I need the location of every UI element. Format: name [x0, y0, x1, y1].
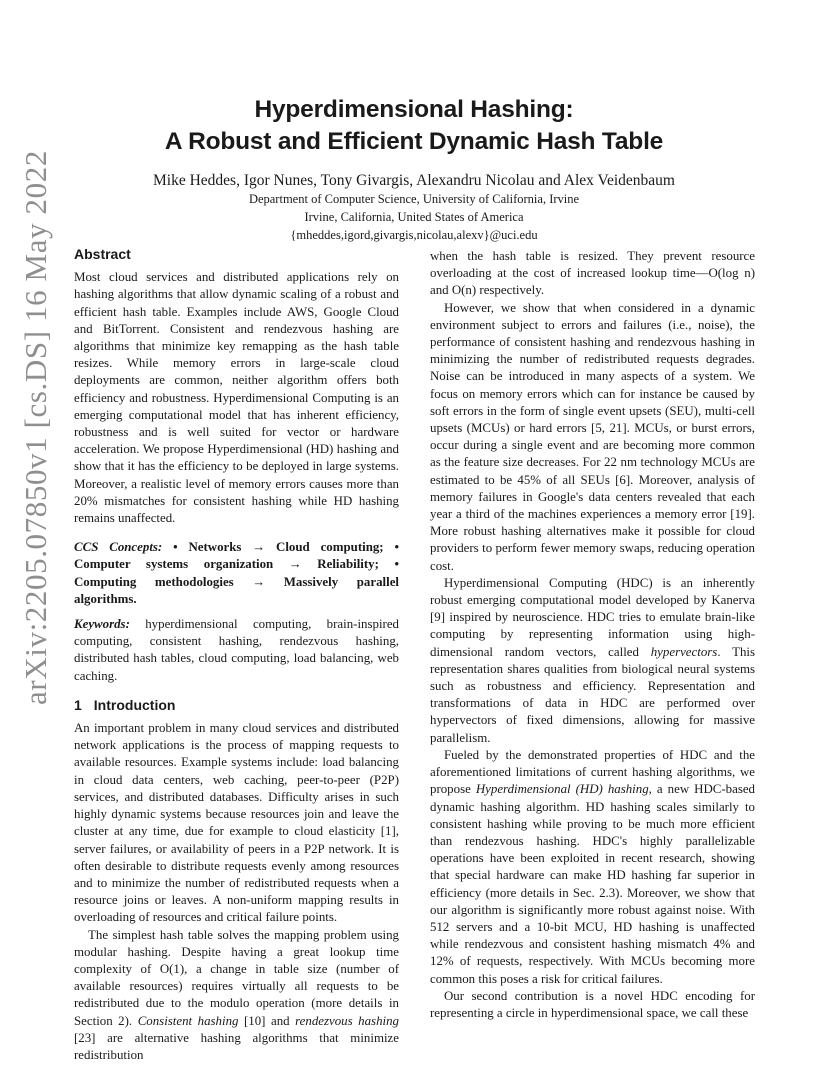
intro-paragraph-1: An important problem in many cloud services and distributed network applications is the process of mapping requests to available resources. Example systems include: load balancing in cloud data centers, web caching, peer-to-peer (P2P) services, and distributed databases. Difficulty arises in such highly dynamic systems because resources join and leave the cluster at any time, due for example to cloud elasticity [1], server failures, or availability of peers in a P2P network. It is often desirable to distribute requests evenly among resources and to minimize the number of redistributed requests when a resource joins or leaves. A non-uniform mapping results in overloading of resources and critical failure points. [74, 721, 399, 925]
section-number: 1 [74, 696, 82, 713]
term-consistent-hashing: Consistent hashing [137, 1013, 239, 1028]
affiliation-department: Department of Computer Science, University of California, Irvine [248, 192, 580, 206]
title-line-1: Hyperdimensional Hashing: [254, 96, 574, 123]
affiliation-location: Irvine, California, United States of America [304, 210, 524, 224]
keywords-label: Keywords: [74, 617, 130, 632]
section-heading-introduction [74, 697, 399, 714]
body-paragraph-4: Fueled by the demonstrated properties of HDC and the aforementioned limitations of current hashing algorithms, we propose Hyperdimensional (HD) hashing, a new HDC-based dynamic hashing algorithm. HD hashing scales similarly to consistent hashing while proving to be much more efficient than rendezvous hashing. HDC's highly parallelizable operations have been exploited in recent research, showing that special hardware can make HD hashing far superior in efficiency (more details in Sec. 2.3). Moreover, we show that our algorithm is significantly more robust against noise. With 512 servers and a 10-bit MCU, HD hashing is unaffected while rendezvous and consistent hashing mismatch 4% and 12% of requests, respectively. With MCUs becoming more common this poses a risk for critical failures. [430, 747, 756, 986]
arxiv-stamp: arXiv:2205.07850v1 [cs.DS] 16 May 2022 [18, 150, 53, 705]
author-list: Mike Heddes, Igor Nunes, Tony Givargis, Alexandru Nicolau and Alex Veidenbaum [153, 172, 675, 189]
keywords [74, 616, 399, 685]
section-title: Introduction [93, 696, 176, 713]
keywords-text: hyperdimensional computing, brain-inspired computing, consistent hashing, rendezvous hashing, distributed hash tables, cloud computing, load balancing, web caching. [74, 617, 399, 683]
title-line-2: A Robust and Efficient Dynamic Hash Table [164, 128, 664, 155]
ccs-label: CCS Concepts: [74, 540, 163, 555]
abstract-heading: Abstract [74, 246, 131, 262]
affiliation-email: {mheddes,igord,givargis,nicolau,alexv}@uci.edu [290, 228, 538, 242]
intro-paragraph-2: The simplest hash table solves the mapping problem using modular hashing. Despite having a great lookup time complexity of O(1), a change in table size (number of available resources) requires virtually all requests to be redistributed due to the modulo operation (more details in Section 2). Consistent hashing [10] and rendezvous hashing [23] are alternative hashing algorithms that minimize redistribution [74, 927, 399, 1062]
term-rendezvous-hashing: rendezvous hashing [295, 1013, 399, 1028]
affiliation-block [0, 190, 828, 244]
abstract-text: Most cloud services and distributed applications rely on hashing algorithms that allow dynamic scaling of a robust and efficient hash table. Examples include AWS, Google Cloud and BitTorrent. Consistent and rendezvous hashing are algorithms that minimize key remapping as the hash table resizes. While memory errors in large-scale cloud deployments are common, neither algorithm offers both efficiency and robustness. Hyperdimensional Computing is an emerging computational model that has inherent efficiency, robustness and is well suited for vector or hardware acceleration. We propose Hyperdimensional (HD) hashing and show that it has the efficiency to be deployed in large systems. Moreover, a realistic level of memory errors causes more than 20% mismatches for consistent hashing while HD hashing remains unaffected. [74, 270, 399, 526]
paper-title [0, 94, 828, 158]
body-paragraph-5: Our second contribution is a novel HDC encoding for representing a circle in hyperdimensional space, we call these [430, 988, 755, 1020]
term-hd-hashing: Hyperdimensional (HD) hashing [475, 782, 649, 797]
body-paragraph-1: when the hash table is resized. They prevent resource overloading at the cost of increased lookup time—O(log n) and O(n) respectively. [430, 249, 755, 298]
left-column [74, 246, 399, 1064]
right-column [430, 248, 755, 1022]
term-hypervectors: hypervectors [650, 644, 718, 659]
ccs-concepts [74, 539, 399, 608]
body-paragraph-2: However, we show that when considered in a dynamic environment subject to errors and failures (i.e., noise), the performance of consistent hashing and rendezvous hashing in minimizing the number of redistributed requests degrades. Noise can be introduced in many aspects of a system. We focus on memory errors which can for instance be caused by soft errors in the form of single event upsets (SEU), multi-cell upsets (MCUs) or hard errors [5, 21]. MCUs, or burst errors, occur during a single event and are becoming more common as the feature size decreases. For 22 nm technology MCUs are estimated to be 45% of all SEUs [6]. Moreover, analysis of memory failures in Google's data centers revealed that each year a third of the machines experiences a memory error [19]. More robust hashing alternatives make it possible for cloud providers to perform fewer memory swaps, reducing operation cost. [430, 300, 755, 573]
body-paragraph-3: Hyperdimensional Computing (HDC) is an inherently robust emerging computational model developed by Kanerva [9] inspired by neuroscience. HDC tries to emulate brain-like computing by representing information using high-dimensional random vectors, called hypervectors. This representation shares qualities from biological neural systems such as robustness and efficiency. Representation and transformations of data in HDC are performed over hypervectors of fixed dimensions, allowing for massive parallelism. [430, 575, 755, 745]
ccs-text: • Networks → Cloud computing; • Computer systems organization → Reliability; • Computing methodologies → Massively parallel algorithms. [74, 540, 399, 606]
